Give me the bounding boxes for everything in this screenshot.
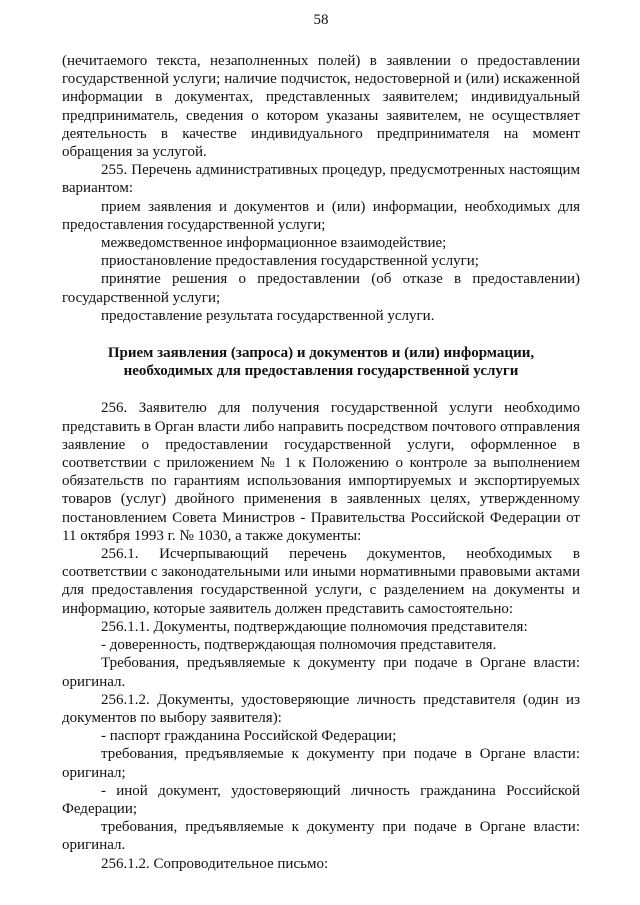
paragraph: Требования, предъявляемые к документу при подаче в Органе власти: оригинал. bbox=[62, 655, 580, 690]
paragraph: 256.1.2. Сопроводительное письмо: bbox=[101, 855, 329, 872]
list-item: приостановление предоставления государственной услуги; bbox=[101, 253, 479, 270]
list-item: - доверенность, подтверждающая полномочия представителя. bbox=[101, 637, 497, 654]
paragraph: 256.1.2. Документы, удостоверяющие личность представителя (один из документов по выбору заявителя): bbox=[62, 691, 580, 726]
list-item: прием заявления и документов и (или) информации, необходимых для предоставления государственной услуги; bbox=[62, 198, 580, 233]
paragraph: требования, предъявляемые к документу при подаче в Органе власти: оригинал. bbox=[62, 819, 580, 854]
bottom-section bbox=[62, 399, 580, 872]
list-item: предоставление результата государственной услуги. bbox=[101, 307, 435, 324]
list-item: - иной документ, удостоверяющий личность гражданина Российской Федерации; bbox=[62, 782, 580, 817]
paragraph: 256. Заявителю для получения государственной услуги необходимо представить в Орган власти либо направить посредством почтового отправления заявление о предоставлении государственной услуги, оформленное в соответствии с приложением № 1 к Положению о контроле за выполнением обязательств по гарантиям использования импортируемых и экспортируемых товаров (услуг) двойного применения в заявленных целях, утвержденному постановлением Совета Министров - Правительства Российской Федерации от 11 октября 1993 г. № 1030, а также документы: bbox=[62, 400, 580, 544]
paragraph: 255. Перечень административных процедур, предусмотренных настоящим вариантом: bbox=[62, 162, 580, 197]
section-heading bbox=[62, 344, 580, 380]
section-heading-line: необходимых для предоставления государственной услуги bbox=[123, 363, 519, 380]
list-item: принятие решения о предоставлении (об отказе в предоставлении) государственной услуги; bbox=[62, 271, 580, 306]
page-number: 58 bbox=[313, 12, 329, 28]
list-item: межведомственное информационное взаимодействие; bbox=[101, 235, 447, 252]
paragraph: (нечитаемого текста, незаполненных полей) в заявлении о предоставлении государственной услуги; наличие подчисток, недостоверной и (или) искаженной информации в документах, представленных заявителем; индивидуальный предприниматель, сведения о котором указаны заявителем, не осуществляет деятельность в качестве индивидуального предпринимателя на момент обращения за услугой. bbox=[62, 53, 580, 161]
list-item: - паспорт гражданина Российской Федерации; bbox=[101, 728, 397, 745]
paragraph: требования, предъявляемые к документу при подаче в Органе власти: оригинал; bbox=[62, 746, 580, 781]
paragraph: 256.1.1. Документы, подтверждающие полномочия представителя: bbox=[101, 618, 528, 635]
document-page bbox=[62, 10, 580, 873]
paragraph: 256.1. Исчерпывающий перечень документов, необходимых в соответствии с законодательными или иными нормативными правовыми актами для предоставления государственной услуги, с разделением на документы и информацию, которые заявитель должен представить самостоятельно: bbox=[62, 546, 580, 617]
top-section bbox=[62, 52, 580, 325]
section-heading-line: Прием заявления (запроса) и документов и (или) информации, bbox=[107, 345, 535, 362]
